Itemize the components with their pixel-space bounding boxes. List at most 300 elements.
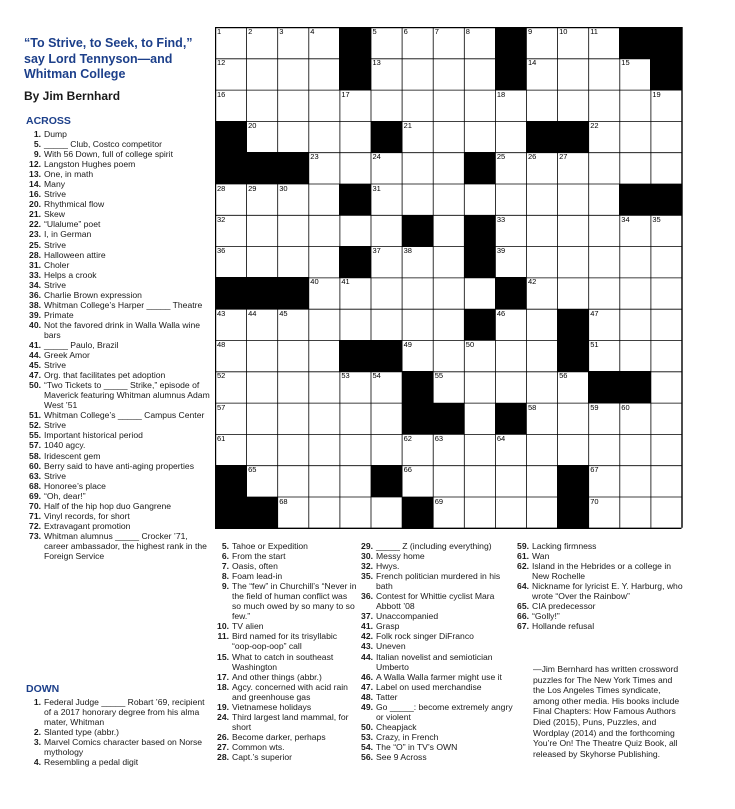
clue-item <box>26 370 211 380</box>
block-cell <box>495 58 527 90</box>
grid-cell[interactable] <box>402 90 434 122</box>
grid-cell[interactable] <box>433 277 465 309</box>
grid-cell[interactable] <box>402 277 434 309</box>
grid-cell[interactable] <box>402 58 434 90</box>
grid-cell[interactable] <box>557 215 589 247</box>
grid-cell[interactable] <box>246 90 278 122</box>
clue-number: 27. <box>217 741 229 752</box>
grid-cell[interactable] <box>246 371 278 403</box>
grid-cell[interactable] <box>246 403 278 435</box>
grid-cell[interactable] <box>402 246 434 278</box>
clue-number: 41. <box>29 339 41 350</box>
cell-number: 27 <box>559 152 568 162</box>
grid-cell[interactable] <box>308 121 340 153</box>
grid-cell[interactable] <box>433 340 465 372</box>
cell-number: 31 <box>372 183 381 193</box>
clue-text: Strive <box>44 189 66 200</box>
clue-text: French politician murdered in his bath <box>376 571 501 592</box>
grid-cell[interactable] <box>308 434 340 466</box>
grid-cell[interactable] <box>526 465 558 497</box>
cell-number: 37 <box>372 246 381 256</box>
grid-cell[interactable] <box>246 215 278 247</box>
grid-cell[interactable] <box>371 434 403 466</box>
grid-cell[interactable] <box>526 340 558 372</box>
grid-cell[interactable] <box>619 403 651 435</box>
grid-cell[interactable] <box>464 58 496 90</box>
grid-cell[interactable] <box>619 434 651 466</box>
grid-cell[interactable] <box>308 340 340 372</box>
grid-cell[interactable] <box>433 465 465 497</box>
clue-item <box>26 531 211 561</box>
grid-cell[interactable] <box>464 184 496 216</box>
cell-number: 29 <box>248 183 257 193</box>
grid-cell[interactable] <box>619 465 651 497</box>
clue-text: Bird named for its trisyllabic “oop-oop-oop” call <box>232 631 338 652</box>
grid-cell[interactable] <box>526 90 558 122</box>
clue-text: Extravagant promotion <box>44 520 131 531</box>
clue-item <box>514 551 684 561</box>
grid-cell[interactable] <box>277 121 309 153</box>
grid-cell[interactable] <box>464 90 496 122</box>
grid-cell[interactable] <box>339 90 371 122</box>
clue-number: 21. <box>29 209 41 220</box>
clue-text: Strive <box>44 470 66 481</box>
grid-cell[interactable] <box>650 90 682 122</box>
grid-cell[interactable] <box>650 497 682 529</box>
grid-cell[interactable] <box>277 246 309 278</box>
grid-cell[interactable] <box>526 184 558 216</box>
grid-cell[interactable] <box>246 184 278 216</box>
clue-number: 20. <box>29 199 41 210</box>
grid-cell[interactable] <box>246 121 278 153</box>
grid-cell[interactable] <box>308 403 340 435</box>
grid-cell[interactable] <box>339 152 371 184</box>
grid-cell[interactable] <box>215 27 247 59</box>
grid-cell[interactable] <box>588 27 620 59</box>
clue-number: 64. <box>517 581 529 592</box>
clue-number: 65. <box>517 601 529 612</box>
cell-number: 6 <box>403 27 408 36</box>
clue-text: Rhythmical flow <box>44 199 105 210</box>
grid-cell[interactable] <box>402 340 434 372</box>
grid-cell[interactable] <box>557 246 589 278</box>
block-cell <box>433 403 465 435</box>
grid-cell[interactable] <box>402 27 434 59</box>
grid-cell[interactable] <box>402 434 434 466</box>
cell-number: 34 <box>621 214 630 224</box>
clue-text: Become darker, perhaps <box>232 731 326 742</box>
cell-number: 26 <box>528 152 537 162</box>
clue-number: 35. <box>361 571 373 582</box>
grid-cell[interactable] <box>650 465 682 497</box>
clue-text: Not the favored drink in Walla Walla wine bars <box>44 319 201 340</box>
cell-number: 16 <box>217 89 226 99</box>
clue-text: Foam lead-in <box>232 571 283 582</box>
grid-cell[interactable] <box>526 58 558 90</box>
grid-cell[interactable] <box>495 215 527 247</box>
grid-cell[interactable] <box>339 121 371 153</box>
grid-cell[interactable] <box>371 184 403 216</box>
grid-cell[interactable] <box>371 27 403 59</box>
grid-cell[interactable] <box>526 246 558 278</box>
grid-cell[interactable] <box>588 403 620 435</box>
clue-text: Lacking firmness <box>532 541 597 551</box>
grid-cell[interactable] <box>464 340 496 372</box>
grid-cell[interactable] <box>277 340 309 372</box>
clue-item <box>214 561 357 571</box>
clue-number: 59. <box>517 541 529 551</box>
grid-cell[interactable] <box>215 340 247 372</box>
grid-cell[interactable] <box>246 246 278 278</box>
grid-cell[interactable] <box>588 152 620 184</box>
grid-cell[interactable] <box>619 340 651 372</box>
grid-cell[interactable] <box>246 340 278 372</box>
grid-cell[interactable] <box>215 184 247 216</box>
grid-cell[interactable] <box>526 152 558 184</box>
grid-cell[interactable] <box>526 497 558 529</box>
grid-cell[interactable] <box>277 27 309 59</box>
grid-cell[interactable] <box>557 277 589 309</box>
grid-cell[interactable] <box>588 90 620 122</box>
grid-cell[interactable] <box>433 152 465 184</box>
grid-cell[interactable] <box>339 497 371 529</box>
cell-number: 22 <box>590 120 599 130</box>
grid-cell[interactable] <box>526 403 558 435</box>
grid-cell[interactable] <box>557 403 589 435</box>
grid-cell[interactable] <box>619 215 651 247</box>
clue-number: 51. <box>29 410 41 421</box>
grid-cell[interactable] <box>339 371 371 403</box>
block-cell <box>650 184 682 216</box>
cell-number: 55 <box>434 371 444 381</box>
cell-number: 20 <box>248 120 257 130</box>
grid-cell[interactable] <box>588 340 620 372</box>
clue-number: 13. <box>29 169 41 180</box>
grid-cell[interactable] <box>277 58 309 90</box>
grid-cell[interactable] <box>308 277 340 309</box>
grid-cell[interactable] <box>588 277 620 309</box>
grid-cell[interactable] <box>277 403 309 435</box>
clue-text: Dump <box>44 129 67 139</box>
grid-cell[interactable] <box>308 152 340 184</box>
cell-number: 3 <box>279 27 284 36</box>
grid-cell[interactable] <box>495 246 527 278</box>
grid-cell[interactable] <box>588 184 620 216</box>
grid-cell[interactable] <box>215 90 247 122</box>
grid-cell[interactable] <box>433 309 465 341</box>
grid-cell[interactable] <box>557 371 589 403</box>
grid-cell[interactable] <box>650 340 682 372</box>
grid-cell[interactable] <box>371 58 403 90</box>
grid-cell[interactable] <box>495 184 527 216</box>
clue-text: _____ Club, Costco competitor <box>44 139 162 150</box>
grid-cell[interactable] <box>277 90 309 122</box>
grid-cell[interactable] <box>308 215 340 247</box>
block-cell <box>557 465 589 497</box>
grid-cell[interactable] <box>588 215 620 247</box>
clue-number: 23. <box>29 229 41 240</box>
grid-cell[interactable] <box>433 58 465 90</box>
grid-cell[interactable] <box>588 434 620 466</box>
clue-item <box>26 511 211 521</box>
grid-cell[interactable] <box>526 215 558 247</box>
block-cell <box>557 309 589 341</box>
grid-cell[interactable] <box>339 434 371 466</box>
grid-cell[interactable] <box>371 309 403 341</box>
clue-text: Strive <box>44 360 66 371</box>
grid-cell[interactable] <box>402 184 434 216</box>
clue-item <box>26 139 211 149</box>
cell-number: 45 <box>279 308 288 318</box>
grid-cell[interactable] <box>526 371 558 403</box>
clue-text: Crazy, in French <box>376 731 439 742</box>
grid-cell[interactable] <box>402 309 434 341</box>
grid-cell[interactable] <box>650 309 682 341</box>
grid-cell[interactable] <box>402 121 434 153</box>
grid-cell[interactable] <box>339 309 371 341</box>
grid-cell[interactable] <box>246 309 278 341</box>
clue-item <box>358 702 513 722</box>
grid-cell[interactable] <box>650 403 682 435</box>
clue-number: 30. <box>361 551 373 562</box>
grid-cell[interactable] <box>650 434 682 466</box>
clue-number: 33. <box>29 269 41 280</box>
clue-item <box>26 169 211 179</box>
puzzle-title: “To Strive, to Seek, to Find,” say Lord Tennyson—and Whitman College <box>24 36 193 81</box>
down-clues-col4 <box>514 541 684 631</box>
cell-number: 62 <box>403 433 412 443</box>
grid-cell[interactable] <box>277 215 309 247</box>
grid-cell[interactable] <box>650 215 682 247</box>
grid-cell[interactable] <box>433 371 465 403</box>
grid-cell[interactable] <box>246 434 278 466</box>
grid-cell[interactable] <box>526 434 558 466</box>
clue-item <box>214 652 357 672</box>
block-cell <box>495 277 527 309</box>
grid-cell[interactable] <box>526 277 558 309</box>
grid-cell[interactable] <box>588 309 620 341</box>
grid-cell[interactable] <box>619 277 651 309</box>
clue-text: Resembling a pedal digit <box>44 757 139 768</box>
grid-cell[interactable] <box>495 497 527 529</box>
grid-cell[interactable] <box>308 58 340 90</box>
grid-cell[interactable] <box>495 434 527 466</box>
grid-cell[interactable] <box>277 184 309 216</box>
grid-cell[interactable] <box>246 27 278 59</box>
clue-text: Federal Judge _____ Robart ’69, recipient of a 2017 honorary degree from his alma mater, Whitman <box>44 697 205 728</box>
clue-number: 41. <box>361 621 373 632</box>
grid-cell[interactable] <box>650 246 682 278</box>
grid-cell[interactable] <box>371 152 403 184</box>
cell-number: 53 <box>341 371 350 381</box>
grid-cell[interactable] <box>402 152 434 184</box>
clue-text: Langston Hughes poem <box>44 159 136 170</box>
grid-cell[interactable] <box>557 58 589 90</box>
grid-cell[interactable] <box>277 371 309 403</box>
grid-cell[interactable] <box>650 371 682 403</box>
grid-cell[interactable] <box>433 497 465 529</box>
grid-cell[interactable] <box>619 497 651 529</box>
clue-item <box>26 501 211 511</box>
clue-text: Hwys. <box>376 561 400 572</box>
grid-cell[interactable] <box>557 184 589 216</box>
grid-cell[interactable] <box>215 371 247 403</box>
grid-cell[interactable] <box>588 121 620 153</box>
grid-cell[interactable] <box>433 27 465 59</box>
grid-cell[interactable] <box>650 277 682 309</box>
grid-cell[interactable] <box>495 309 527 341</box>
grid-cell[interactable] <box>619 121 651 153</box>
clue-number: 48. <box>361 691 373 702</box>
clue-number: 8. <box>221 571 229 582</box>
grid-cell[interactable] <box>308 246 340 278</box>
grid-cell[interactable] <box>371 215 403 247</box>
grid-cell[interactable] <box>557 27 589 59</box>
grid-cell[interactable] <box>464 434 496 466</box>
cell-number: 19 <box>652 89 661 99</box>
grid-cell[interactable] <box>371 246 403 278</box>
grid-cell[interactable] <box>464 121 496 153</box>
grid-cell[interactable] <box>339 277 371 309</box>
grid-cell[interactable] <box>215 215 247 247</box>
grid-cell[interactable] <box>308 309 340 341</box>
clue-number: 5. <box>221 541 229 551</box>
grid-cell[interactable] <box>339 215 371 247</box>
clue-text: Half of the hip hop duo Gangrene <box>44 500 172 511</box>
grid-cell[interactable] <box>495 121 527 153</box>
clue-number: 22. <box>29 219 41 230</box>
clue-number: 29. <box>361 541 373 551</box>
grid-cell[interactable] <box>557 434 589 466</box>
grid-cell[interactable] <box>277 465 309 497</box>
grid-cell[interactable] <box>215 403 247 435</box>
grid-cell[interactable] <box>246 58 278 90</box>
grid-cell[interactable] <box>308 184 340 216</box>
grid-cell[interactable] <box>277 434 309 466</box>
grid-cell[interactable] <box>588 246 620 278</box>
grid-cell[interactable] <box>495 371 527 403</box>
grid-cell[interactable] <box>433 121 465 153</box>
grid-cell[interactable] <box>650 121 682 153</box>
grid-cell[interactable] <box>215 58 247 90</box>
clue-item <box>358 621 513 631</box>
grid-cell[interactable] <box>308 497 340 529</box>
clue-number: 7. <box>221 561 229 572</box>
grid-cell[interactable] <box>526 309 558 341</box>
grid-cell[interactable] <box>308 371 340 403</box>
clue-number: 26. <box>217 731 229 742</box>
block-cell <box>557 121 589 153</box>
clue-number: 44. <box>361 651 373 662</box>
grid-cell[interactable] <box>308 90 340 122</box>
grid-cell[interactable] <box>402 465 434 497</box>
clue-number: 28. <box>29 249 41 260</box>
clue-text: _____ Paulo, Brazil <box>44 339 119 350</box>
grid-cell[interactable] <box>433 434 465 466</box>
clue-text: Marvel Comics character based on Norse mythology <box>44 737 203 758</box>
block-cell <box>371 340 403 372</box>
block-cell <box>246 277 278 309</box>
grid-cell[interactable] <box>619 58 651 90</box>
grid-cell[interactable] <box>371 403 403 435</box>
clue-text: Hollande refusal <box>532 621 595 632</box>
grid-cell[interactable] <box>339 465 371 497</box>
clue-item <box>26 521 211 531</box>
grid-cell[interactable] <box>433 90 465 122</box>
grid-cell[interactable] <box>246 465 278 497</box>
clue-number: 37. <box>361 611 373 622</box>
clue-text: Grasp <box>376 621 400 632</box>
grid-cell[interactable] <box>339 403 371 435</box>
grid-cell[interactable] <box>464 465 496 497</box>
cell-number: 59 <box>590 402 599 412</box>
grid-cell[interactable] <box>619 152 651 184</box>
clue-number: 43. <box>361 641 373 652</box>
grid-cell[interactable] <box>433 246 465 278</box>
grid-cell[interactable] <box>588 497 620 529</box>
grid-cell[interactable] <box>464 27 496 59</box>
block-cell <box>619 371 651 403</box>
grid-cell[interactable] <box>215 434 247 466</box>
clue-item <box>26 440 211 450</box>
grid-cell[interactable] <box>464 371 496 403</box>
clue-item <box>358 652 513 672</box>
grid-cell[interactable] <box>495 152 527 184</box>
block-cell <box>495 27 527 59</box>
block-cell <box>650 27 682 59</box>
clue-number: 4. <box>33 757 41 768</box>
grid-cell[interactable] <box>619 90 651 122</box>
grid-cell[interactable] <box>371 277 403 309</box>
clue-number: 6. <box>221 551 229 562</box>
grid-cell[interactable] <box>495 465 527 497</box>
clue-text: Many <box>44 179 66 190</box>
grid-cell[interactable] <box>308 465 340 497</box>
block-cell <box>215 497 247 529</box>
cell-number: 24 <box>372 152 381 162</box>
grid-cell[interactable] <box>371 497 403 529</box>
grid-cell[interactable] <box>433 184 465 216</box>
grid-cell[interactable] <box>464 403 496 435</box>
grid-cell[interactable] <box>215 246 247 278</box>
grid-cell[interactable] <box>650 152 682 184</box>
grid-cell[interactable] <box>619 246 651 278</box>
clue-text: Capt.’s superior <box>232 751 293 762</box>
grid-cell[interactable] <box>588 58 620 90</box>
grid-cell[interactable] <box>433 215 465 247</box>
grid-cell[interactable] <box>557 90 589 122</box>
grid-cell[interactable] <box>277 309 309 341</box>
grid-cell[interactable] <box>277 497 309 529</box>
grid-cell[interactable] <box>619 309 651 341</box>
grid-cell[interactable] <box>557 152 589 184</box>
grid-cell[interactable] <box>495 90 527 122</box>
grid-cell[interactable] <box>464 497 496 529</box>
grid-cell[interactable] <box>371 371 403 403</box>
clue-text: Wan <box>532 551 550 562</box>
clue-item <box>26 219 211 229</box>
cell-number: 44 <box>248 308 257 318</box>
grid-cell[interactable] <box>308 27 340 59</box>
grid-cell[interactable] <box>215 309 247 341</box>
grid-cell[interactable] <box>495 340 527 372</box>
grid-cell[interactable] <box>371 90 403 122</box>
grid-cell[interactable] <box>526 27 558 59</box>
clue-text: Unaccompanied <box>376 611 439 622</box>
grid-cell[interactable] <box>464 277 496 309</box>
grid-cell[interactable] <box>588 465 620 497</box>
clue-item <box>26 350 211 360</box>
